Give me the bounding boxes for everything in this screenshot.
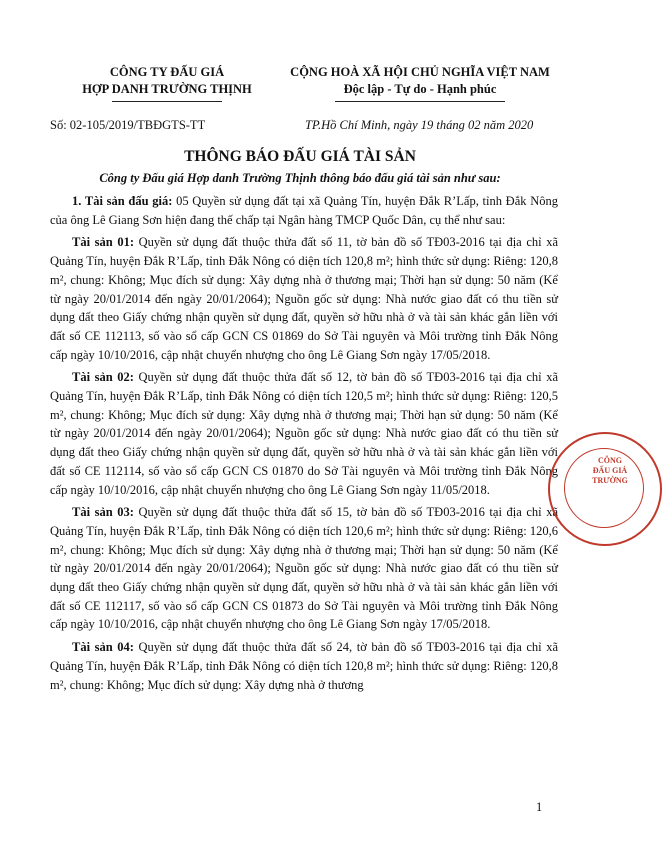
company-header <box>62 64 272 102</box>
company-name-line1: CÔNG TY ĐẤU GIÁ <box>109 65 225 79</box>
seal-text-line: ĐẤU GIÁ <box>592 466 628 475</box>
asset-paragraph <box>50 368 558 499</box>
asset-text: Quyền sử dụng đất thuộc thửa đất số 11, tờ bản đồ số TĐ03-2016 tại địa chỉ xã Quảng Tín, huyện Đắk R’Lấp, tỉnh Đắk Nông có diện tích 120,8 m²; hình thức sử dụng: Riêng: 120,8 m², chung: Không; Mục đích sử dụng: Xây dựng nhà ở thương mại; Thời hạn sử dụng: 50 năm (Kể từ ngày 20/01/2014 đến ngày 20/01/2064); Nguồn gốc sử dụng: Nhà nước giao đất có thu tiền sử dụng đất theo Giấy chứng nhận quyền sử dụng đất, quyền sở hữu nhà ở và tài sản khác gắn liền với đất số CE 112113, số vào sổ cấp GCN CS 01869 do Sở Tài nguyên và Môi trường tỉnh Đắk Nông cấp ngày 10/10/2016, cập nhật chuyển nhượng cho ông Lê Giang Sơn ngày 17/05/2018. <box>50 235 558 362</box>
nation-title: CỘNG HOÀ XÃ HỘI CHỦ NGHĨA VIỆT NAM <box>290 65 550 79</box>
company-name-line2: HỢP DANH TRƯỜNG THỊNH <box>82 82 252 96</box>
asset-paragraph <box>50 638 558 694</box>
seal-text-line: TRƯỜNG <box>592 476 628 485</box>
asset-text: Quyền sử dụng đất thuộc thửa đất số 15, tờ bản đồ số TĐ03-2016 tại địa chỉ xã Quảng Tín, huyện Đắk R’Lấp, tỉnh Đắk Nông có diện tích 120,6 m²; hình thức sử dụng: Riêng: 120,6 m², chung: Không; Mục đích sử dụng: Xây dựng nhà ở thương mại; Thời hạn sử dụng: 50 năm (Kể từ ngày 20/01/2014 đến ngày 20/01/2064); Nguồn gốc sử dụng: Nhà nước giao đất có thu tiền sử dụng đất theo Giấy chứng nhận quyền sử dụng đất, quyền sở hữu nhà ở và tài sản khác gắn liền với đất số CE 112117, số vào sổ cấp GCN CS 01873 do Sở Tài nguyên và Môi trường tỉnh Đắk Nông cấp ngày 10/10/2016, cập nhật chuyển nhượng cho ông Lê Giang Sơn ngày 17/05/2018. <box>50 505 558 632</box>
document-subtitle: Công ty Đấu giá Hợp danh Trường Thịnh thông báo đấu giá tài sản như sau: <box>99 171 501 185</box>
asset-text: Quyền sử dụng đất thuộc thửa đất số 24, tờ bản đồ số TĐ03-2016 tại địa chỉ xã Quảng Tín, huyện Đắk R’Lấp, tỉnh Đắk Nông có diện tích 120,8 m²; hình thức sử dụng: Riêng: 120,8 m², chung: Không; Mục đích sử dụng: Xây dựng nhà ở thương <box>50 640 558 692</box>
seal-text-line: CÔNG <box>598 456 622 465</box>
asset-paragraph <box>50 503 558 634</box>
asset-label: Tài sản 02: <box>72 370 134 385</box>
document-body <box>50 192 558 698</box>
motto-underline <box>335 101 505 102</box>
asset-label: Tài sản 01: <box>72 235 134 250</box>
document-number: Số: 02-105/2019/TBĐGTS-TT <box>50 118 206 132</box>
section-1-paragraph <box>50 192 558 229</box>
company-underline <box>112 101 222 102</box>
asset-text: Quyền sử dụng đất thuộc thửa đất số 12, tờ bản đồ số TĐ03-2016 tại địa chỉ xã Quảng Tín, huyện Đắk R’Lấp, tỉnh Đắk Nông có diện tích 120,5 m²; hình thức sử dụng: Riêng: 120,5 m², chung: Không; Mục đích sử dụng: Xây dựng nhà ở thương mại; Thời hạn sử dụng: 50 năm (Kể từ ngày 20/01/2014 đến ngày 20/01/2064); Nguồn gốc sử dụng: Nhà nước giao đất có thu tiền sử dụng đất theo Giấy chứng nhận quyền sử dụng đất, quyền sở hữu nhà ở và tài sản khác gắn liền với đất số CE 112114, số vào sổ cấp GCN CS 01870 do Sở Tài nguyên và Môi trường tỉnh Đắk Nông cấp ngày 10/10/2016, cập nhật chuyển nhượng cho ông Lê Giang Sơn ngày 11/05/2018. <box>50 370 558 497</box>
page-number: 1 <box>536 800 543 814</box>
asset-label: Tài sản 04: <box>72 640 134 655</box>
place-date: TP.Hồ Chí Minh, ngày 19 tháng 02 năm 2020 <box>305 118 534 132</box>
asset-label: Tài sản 03: <box>72 505 134 520</box>
asset-paragraph <box>50 233 558 364</box>
seal-text <box>580 456 640 486</box>
company-seal <box>548 432 662 546</box>
document-title: THÔNG BÁO ĐẤU GIÁ TÀI SẢN <box>184 148 416 165</box>
national-header <box>270 64 570 102</box>
section-1-text: 05 Quyền sử dụng đất tại xã Quảng Tín, huyện Đắk R’Lấp, tỉnh Đắk Nông của ông Lê Giang Sơn hiện đang thế chấp tại Ngân hàng TMCP Quốc Dân, cụ thể như sau: <box>50 194 558 227</box>
section-1-label: 1. Tài sản đấu giá: <box>72 194 173 208</box>
nation-motto: Độc lập - Tự do - Hạnh phúc <box>343 82 497 96</box>
